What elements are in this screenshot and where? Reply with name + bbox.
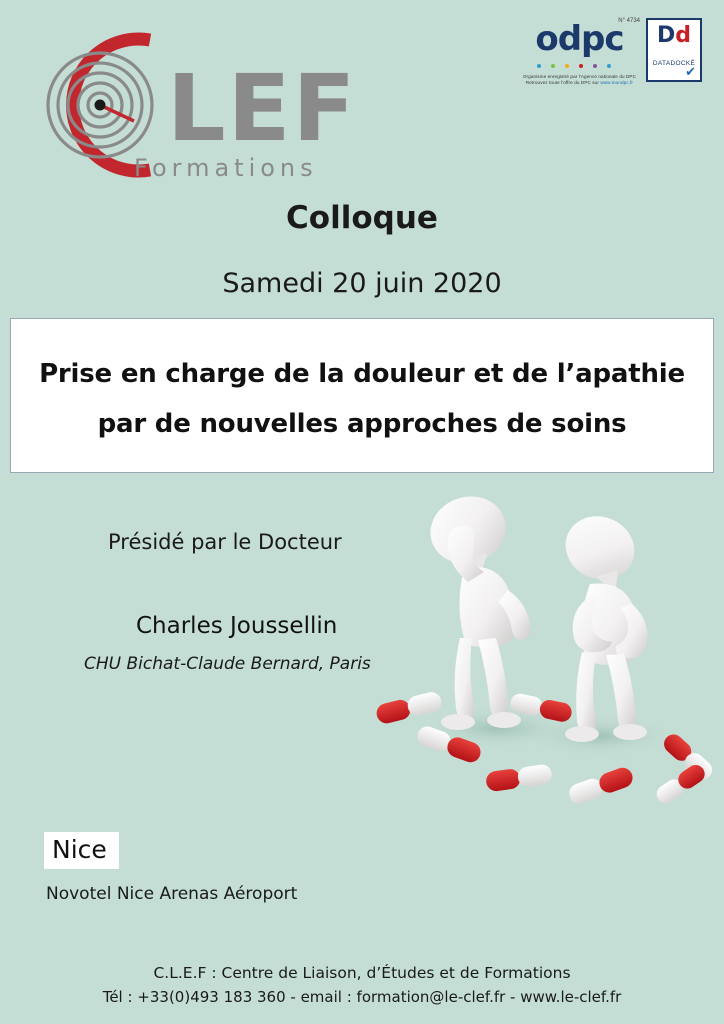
event-date: Samedi 20 juin 2020 [222, 268, 502, 299]
clef-logo [22, 18, 372, 182]
footer-org-line: C.L.E.F : Centre de Liaison, d’Études et de Formations [153, 964, 571, 982]
chair-name: Charles Joussellin [136, 613, 338, 639]
city-label: Nice [52, 835, 107, 864]
odpc-badge [522, 18, 640, 86]
event-title-band [10, 318, 714, 473]
odpc-letter-c: c [604, 19, 624, 59]
odpc-dots-decoration [529, 63, 629, 69]
clef-logo-graphic [22, 18, 372, 183]
odpc-subtitle-1: Organisme enregistré par l'Agence nationale du DPC [522, 74, 636, 79]
event-title-line1: Prise en charge de la douleur et de l’apathie [39, 359, 685, 389]
odpc-letter-o: o [535, 19, 558, 59]
datadock-badge [646, 18, 702, 82]
datadock-letters: Dd [656, 23, 691, 48]
event-kind: Colloque [286, 200, 438, 236]
odpc-website-link[interactable]: www.mondpc.fr [600, 80, 634, 85]
illustration-graphic [368, 486, 716, 816]
odpc-number: N° 4734 [618, 18, 640, 24]
odpc-letter-p: p [581, 19, 605, 59]
footer [0, 964, 724, 1006]
footer-contact-line: Tél : +33(0)493 183 360 - email : formation@le-clef.fr - www.le-clef.fr [102, 988, 622, 1006]
odpc-letter-d: d [557, 19, 582, 59]
city-box [44, 832, 119, 869]
presided-label: Présidé par le Docteur [108, 530, 342, 554]
venue-label: Novotel Nice Arenas Aéroport [46, 884, 298, 904]
svg-text:LEF: LEF [167, 55, 358, 162]
chair-affiliation: CHU Bichat-Claude Bernard, Paris [84, 654, 371, 674]
illustration-figures-with-pills [368, 486, 716, 816]
check-icon: ✔ [685, 64, 696, 79]
event-title-line2: par de nouvelles approches de soins [97, 409, 627, 439]
certification-badges [523, 18, 702, 86]
odpc-subtitle-2 [523, 80, 636, 86]
figure-left [422, 487, 531, 730]
datadock-label: DATADOCKÉ [652, 60, 696, 67]
svg-text:Formations: Formations [134, 154, 318, 182]
odpc-subtitle-2-text: Retrouvez toute l'offre du DPC sur [525, 80, 601, 85]
